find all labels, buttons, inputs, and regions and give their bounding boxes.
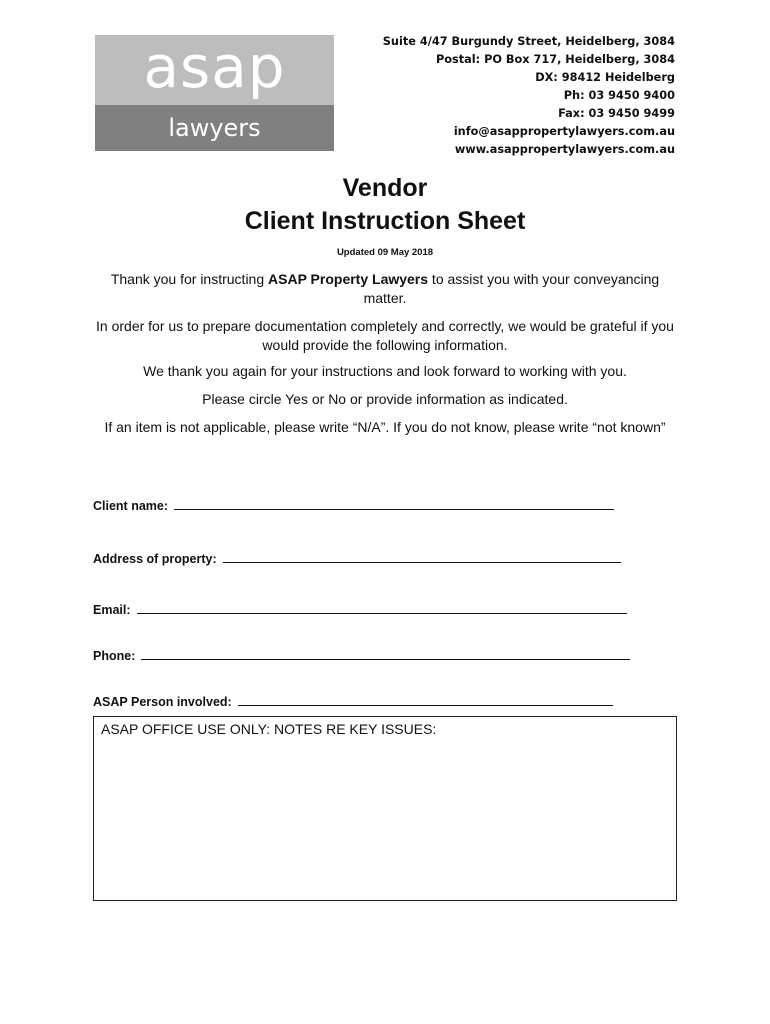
contact-phone: Ph: 03 9450 9400 [563, 89, 675, 102]
intro-paragraph-4: Please circle Yes or No or provide information as indicated. [202, 391, 568, 407]
email-blank[interactable] [137, 613, 627, 614]
address-field [93, 552, 621, 566]
contact-email: info@asappropertylawyers.com.au [453, 125, 675, 138]
intro-p1-end: to assist you with your conveyancing matter. [363, 271, 660, 306]
client-name-label: Client name: [93, 499, 169, 513]
address-blank[interactable] [223, 562, 621, 563]
intro-paragraph-3: We thank you again for your instructions and look forward to working with you. [143, 363, 627, 379]
phone-blank[interactable] [141, 659, 630, 660]
client-name-field [93, 499, 614, 513]
logo-bottom-block [95, 105, 334, 151]
intro-p1-start: Thank you for instructing [110, 271, 269, 287]
updated-date: Updated 09 May 2018 [336, 247, 434, 258]
office-notes-box[interactable] [93, 716, 677, 901]
logo-top-block [95, 35, 334, 105]
logo-main-text: asap [143, 33, 286, 101]
phone-label: Phone: [93, 649, 136, 663]
document-title-line2: Client Instruction Sheet [244, 207, 526, 235]
contact-fax: Fax: 03 9450 9499 [558, 107, 675, 120]
contact-address: Suite 4/47 Burgundy Street, Heidelberg, 3084 [382, 35, 675, 48]
asap-person-blank[interactable] [238, 705, 613, 706]
asap-logo [95, 35, 334, 151]
office-notes-label: ASAP OFFICE USE ONLY: NOTES RE KEY ISSUES: [101, 721, 437, 737]
contact-dx: DX: 98412 Heidelberg [535, 71, 675, 84]
intro-paragraph-2: In order for us to prepare documentation completely and correctly, we would be grateful if you would provide the following information. [96, 318, 674, 353]
contact-postal: Postal: PO Box 717, Heidelberg, 3084 [435, 53, 675, 66]
firm-name: ASAP Property Lawyers [268, 271, 429, 287]
document-title-line1: Vendor [342, 174, 428, 202]
logo-sub-text: lawyers [168, 114, 261, 142]
contact-details [383, 33, 675, 159]
client-name-blank[interactable] [174, 509, 614, 510]
intro-paragraph-5: If an item is not applicable, please write “N/A”. If you do not know, please write “not known” [104, 419, 666, 435]
intro-paragraph-1 [90, 270, 680, 308]
email-field [93, 603, 627, 617]
asap-person-label: ASAP Person involved: [93, 695, 232, 709]
email-label: Email: [93, 603, 131, 617]
phone-field [93, 649, 630, 663]
asap-person-field [93, 695, 613, 709]
contact-website: www.asappropertylawyers.com.au [454, 143, 675, 156]
address-label: Address of property: [93, 552, 217, 566]
